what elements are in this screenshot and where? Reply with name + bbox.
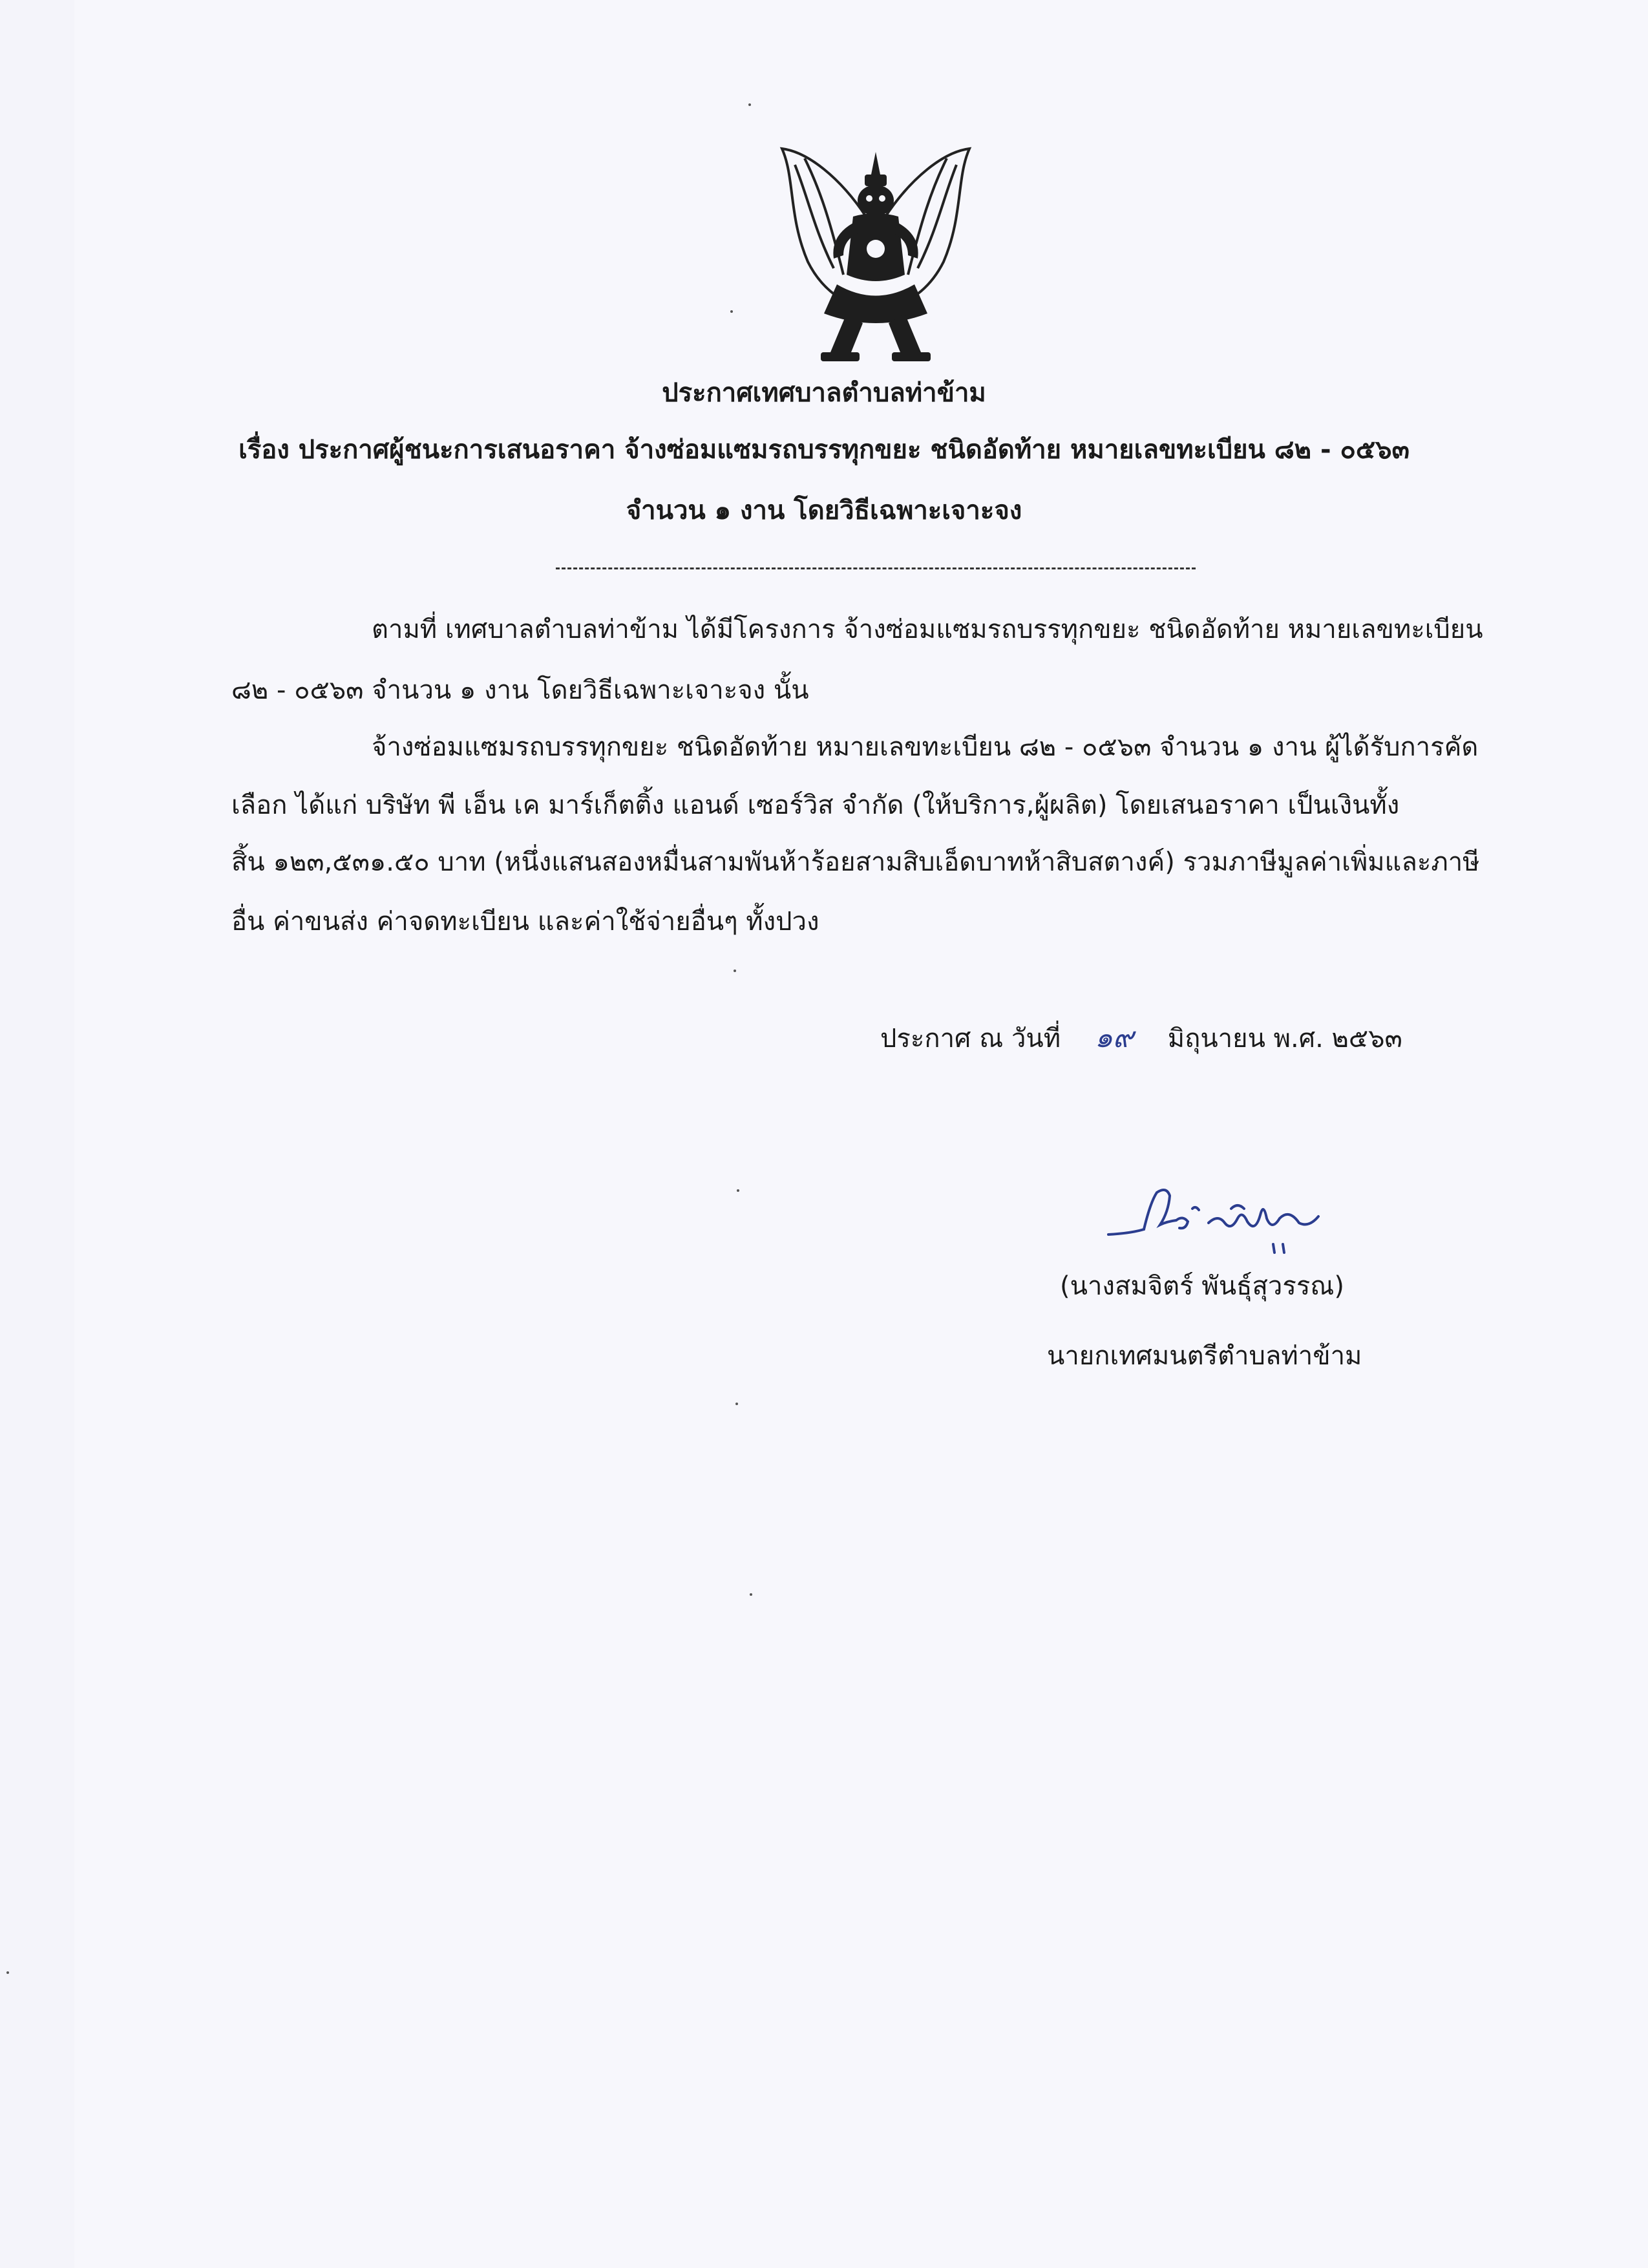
paragraph-2-line-3: สิ้น ๑๒๓,๕๓๑.๕๐ บาท (หนึ่งแสนสองหมื่นสามพันห้าร้อยสามสิบเอ็ดบาทห้าสิบสตางค์) รวมภาษีมูลค่าเพิ่มและภาษี <box>231 847 1480 877</box>
scan-speck <box>6 1971 9 1974</box>
paragraph-2-line-4: อื่น ค่าขนส่ง ค่าจดทะเบียน และค่าใช้จ่ายอื่นๆ ทั้งปวง <box>231 907 819 937</box>
scan-speck <box>748 103 751 106</box>
scan-speck <box>734 970 736 972</box>
paragraph-1-line-2: ๘๒ - ๐๕๖๓ จำนวน ๑ งาน โดยวิธีเฉพาะเจาะจง นั้น <box>231 675 809 705</box>
date-prefix: ประกาศ ณ วันที่ <box>880 1024 1061 1054</box>
subject-line-2: จำนวน ๑ งาน โดยวิธีเฉพาะเจาะจง <box>626 496 1022 525</box>
scan-speck <box>730 310 733 313</box>
scan-speck <box>737 1189 739 1192</box>
announcement-title: ประกาศเทศบาลตำบลท่าข้าม <box>662 378 986 408</box>
garuda-emblem-icon <box>769 139 982 372</box>
signatory-name: (นางสมจิตร์ พันธุ์สุวรรณ) <box>1060 1271 1345 1301</box>
paragraph-2-line-2: เลือก ได้แก่ บริษัท พี เอ็น เค มาร์เก็ตติ้ง แอนด์ เซอร์วิส จำกัด (ให้บริการ,ผู้ผลิต) โดยเสนอราคา เป็นเงินทั้ง <box>231 790 1400 820</box>
scan-speck <box>735 1403 738 1405</box>
paragraph-2-line-1: จ้างซ่อมแซมรถบรรทุกขยะ ชนิดอัดท้าย หมายเลขทะเบียน ๘๒ - ๐๕๖๓ จำนวน ๑ งาน ผู้ได้รับการคัด <box>372 732 1479 762</box>
signatory-position: นายกเทศมนตรีตำบลท่าข้าม <box>1047 1341 1362 1371</box>
date-month-year: มิถุนายน พ.ศ. ๒๕๖๓ <box>1167 1024 1402 1054</box>
subject-line-1: เรื่อง ประกาศผู้ชนะการเสนอราคา จ้างซ่อมแซมรถบรรทุกขยะ ชนิดอัดท้าย หมายเลขทะเบียน ๘๒ - ๐๕๖๓ <box>238 435 1410 465</box>
announcement-date <box>880 1020 1402 1057</box>
scan-speck <box>750 1593 752 1596</box>
paragraph-1-line-1: ตามที่ เทศบาลตำบลท่าข้าม ได้มีโครงการ จ้างซ่อมแซมรถบรรทุกขยะ ชนิดอัดท้าย หมายเลขทะเบียน <box>372 615 1483 644</box>
handwritten-signature <box>1105 1183 1344 1260</box>
dashed-divider <box>556 567 1196 569</box>
date-day-handwritten: ๑๙ <box>1094 1021 1134 1054</box>
